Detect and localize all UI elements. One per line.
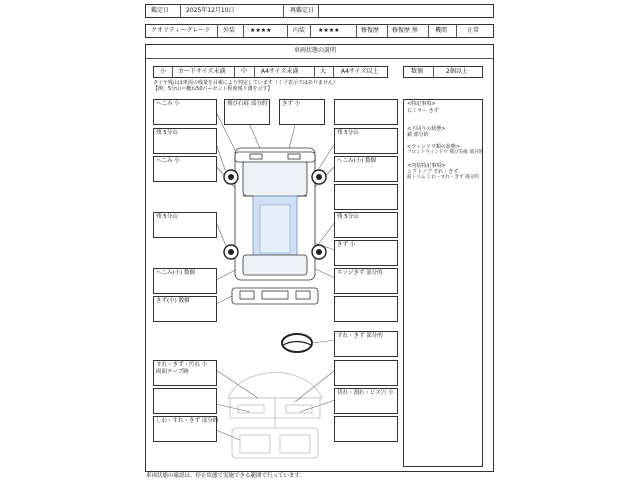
callout-edge-scratch: エッジきず 部分的 (334, 268, 398, 294)
callout-right-rear-scratch: きず 小 (334, 240, 398, 266)
callout-left-fender-dent: へこみ 小 (153, 156, 217, 182)
footer-note: 車両状態の確認は，停止状態で実施できる範囲で行っています。 (146, 473, 306, 479)
section-title: 車両状態の説明 (294, 47, 337, 54)
callout-right-fender-dent: へこみ(小) 数個 (334, 156, 398, 182)
window-title: <ウィンドウ類の状態> (407, 144, 461, 150)
count-label: 数個 (411, 68, 424, 75)
legend-large: 大 (320, 68, 327, 75)
callout-chip-marks: 飛び石痕 部分的 (224, 99, 270, 125)
callout-hood-scratch: きず 小 (279, 99, 325, 125)
callout-interior-left (153, 388, 217, 414)
callout-tire-rear-left: 残 5分山 (153, 212, 217, 238)
legend-large-desc: A4サイズ以上 (341, 68, 379, 75)
interior-note-1: シフトノブ すれ・きず (407, 169, 459, 175)
callout-right-front (334, 99, 398, 125)
quality-grade-label: クオリティーグレード (151, 27, 211, 34)
interior-notes-title: <内装特記事項> (407, 163, 446, 169)
special-note-1: 右ミラー きず (407, 108, 439, 114)
tire-note: タイヤ残山は車両の残量を目視により判定しています（ミゾ表示ではありません） (153, 80, 338, 86)
reinspect-date-label: 再鑑定日 (290, 7, 315, 14)
exterior-label: 外装 (223, 27, 236, 34)
callout-steering-scratch: すれ・きず 部分的 (334, 331, 398, 357)
callout-interior-right (334, 360, 398, 386)
count-value: 2個以上 (446, 68, 468, 75)
special-notes-title: <特記事項> (407, 101, 436, 107)
inspect-date-value: 2025年12月10日 (186, 7, 235, 14)
callout-tire-rear-right: 残 5分山 (334, 212, 398, 238)
legend-medium: 中 (241, 68, 248, 75)
legend-small: 小 (160, 68, 167, 75)
callout-dash-scratch: すれ・きず・汚れ 小 両面テープ跡 (153, 360, 217, 386)
callout-front-left-dent: へこみ 小 (153, 99, 217, 125)
legend-small-desc: カードサイズ未満 (178, 68, 226, 75)
callout-seat-cut: 切れ・割れ・ビス穴 小 (334, 388, 398, 414)
callout-interior-right-2 (334, 416, 398, 442)
legend-medium-desc: A4サイズ未満 (261, 68, 299, 75)
callout-right-extra (334, 296, 398, 322)
exterior-stars: ★★★★ (250, 27, 272, 34)
repair-history-value: 修復歴 無 (392, 27, 418, 34)
callout-tire-front-left: 残 5分山 (153, 128, 217, 154)
window-note-1: フロントウィンドウ 飛び石痕 部分的 (407, 150, 484, 155)
callout-left-rear-dent: へこみ(小) 数個 (153, 268, 217, 294)
callout-right-door (334, 184, 398, 210)
underbody-title: <下回りの状態> (407, 126, 446, 132)
engine-label: 機関 (435, 27, 448, 34)
engine-value: 正常 (467, 27, 480, 34)
callout-tire-front-right: 残 5分山 (334, 128, 398, 154)
inspect-date-label: 鑑定日 (151, 7, 170, 14)
interior-label: 内装 (293, 27, 306, 34)
repair-history-label: 修復歴 (361, 27, 380, 34)
callout-trim-wrinkle: しわ・すれ・きず 部分的 (153, 416, 217, 442)
interior-note-2: 前トリム しわ・すれ・きず 部分的 (407, 175, 479, 180)
underbody-note-1: 錆 部分的 (407, 132, 429, 138)
interior-stars: ★★★★ (318, 27, 340, 34)
tire-note-example: 【例：5分山＝概ね50パーセント程度残り溝を示す】 (153, 86, 273, 92)
callout-rear-bumper-scratch: きず(小) 数個 (153, 296, 217, 322)
